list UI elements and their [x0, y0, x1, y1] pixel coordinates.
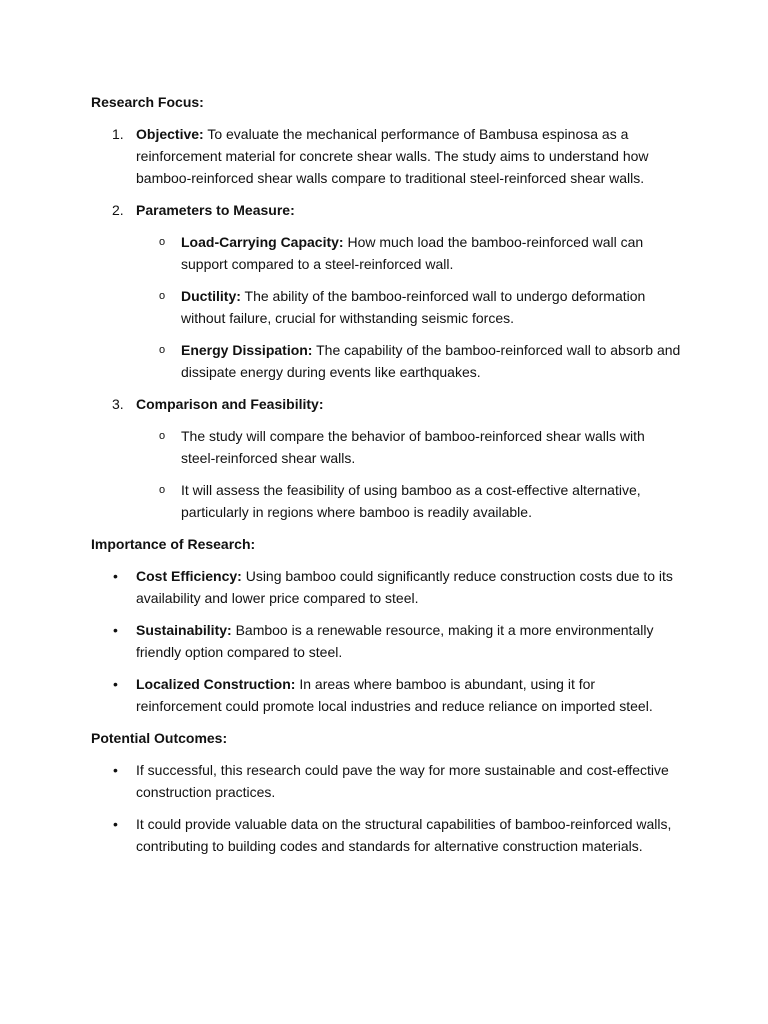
item-label: Localized Construction:	[136, 676, 296, 692]
list-number: 3.	[112, 396, 124, 412]
comparison-sublist	[136, 425, 681, 523]
list-item-outcome-sustainable	[91, 759, 681, 803]
item-text: It could provide valuable data on the structural capabilities of bamboo-reinforced walls, contributing to building codes and standards for alternative construction materials.	[136, 816, 672, 854]
bullet-icon: •	[113, 568, 118, 584]
hollow-bullet-icon: o	[159, 344, 166, 356]
item-text: If successful, this research could pave the way for more sustainable and cost-effective construction practices.	[136, 762, 669, 800]
item-text: To evaluate the mechanical performance of Bambusa espinosa as a reinforcement material for concrete shear walls. The study aims to understand how bamboo-reinforced shear walls compare to traditional steel-reinforced shear walls.	[136, 126, 649, 186]
item-text: Using bamboo could significantly reduce construction costs due to its availability and lower price compared to steel.	[136, 568, 673, 606]
bullet-icon: •	[113, 622, 118, 638]
list-item-objective	[91, 123, 681, 189]
list-item-cost-efficiency	[91, 565, 681, 609]
outcomes-list	[91, 759, 681, 857]
item-label: Sustainability:	[136, 622, 232, 638]
list-number: 2.	[112, 202, 124, 218]
list-item-outcome-data	[91, 813, 681, 857]
item-label: Comparison and Feasibility:	[136, 396, 324, 412]
item-text: How much load the bamboo-reinforced wall can support compared to a steel-reinforced wall.	[181, 234, 644, 272]
research-focus-list	[91, 123, 681, 523]
item-text: The capability of the bamboo-reinforced wall to absorb and dissipate energy during events like earthquakes.	[181, 342, 681, 380]
sublist-item-compare	[136, 425, 681, 469]
item-label: Parameters to Measure:	[136, 202, 295, 218]
outcomes-heading: Potential Outcomes:	[91, 730, 228, 746]
bullet-icon: •	[113, 762, 118, 778]
importance-list	[91, 565, 681, 717]
sublist-item-load-capacity	[136, 231, 681, 275]
sublist-item-energy-dissipation	[136, 339, 681, 383]
parameters-sublist	[136, 231, 681, 383]
sublist-item-feasibility	[136, 479, 681, 523]
item-text: The ability of the bamboo-reinforced wall to undergo deformation without failure, crucial for withstanding seismic forces.	[181, 288, 646, 326]
hollow-bullet-icon: o	[159, 290, 166, 302]
item-label: Energy Dissipation:	[181, 342, 313, 358]
item-label: Objective:	[136, 126, 204, 142]
hollow-bullet-icon: o	[159, 236, 166, 248]
item-label: Ductility:	[181, 288, 241, 304]
bullet-icon: •	[113, 676, 118, 692]
list-item-localized-construction	[91, 673, 681, 717]
item-label: Cost Efficiency:	[136, 568, 242, 584]
bullet-icon: •	[113, 816, 118, 832]
item-text: In areas where bamboo is abundant, using it for reinforcement could promote local industries and reduce reliance on imported steel.	[136, 676, 653, 714]
hollow-bullet-icon: o	[159, 484, 166, 496]
list-number: 1.	[112, 126, 124, 142]
hollow-bullet-icon: o	[159, 430, 166, 442]
document-body	[91, 91, 681, 867]
research-focus-heading: Research Focus:	[91, 94, 204, 110]
item-text: The study will compare the behavior of bamboo-reinforced shear walls with steel-reinforced shear walls.	[181, 428, 645, 466]
list-item-parameters	[91, 199, 681, 383]
importance-heading: Importance of Research:	[91, 536, 256, 552]
item-text: It will assess the feasibility of using bamboo as a cost-effective alternative, particularly in regions where bamboo is readily available.	[181, 482, 641, 520]
list-item-comparison	[91, 393, 681, 523]
list-item-sustainability	[91, 619, 681, 663]
item-label: Load-Carrying Capacity:	[181, 234, 344, 250]
item-text: Bamboo is a renewable resource, making it a more environmentally friendly option compared to steel.	[136, 622, 654, 660]
sublist-item-ductility	[136, 285, 681, 329]
